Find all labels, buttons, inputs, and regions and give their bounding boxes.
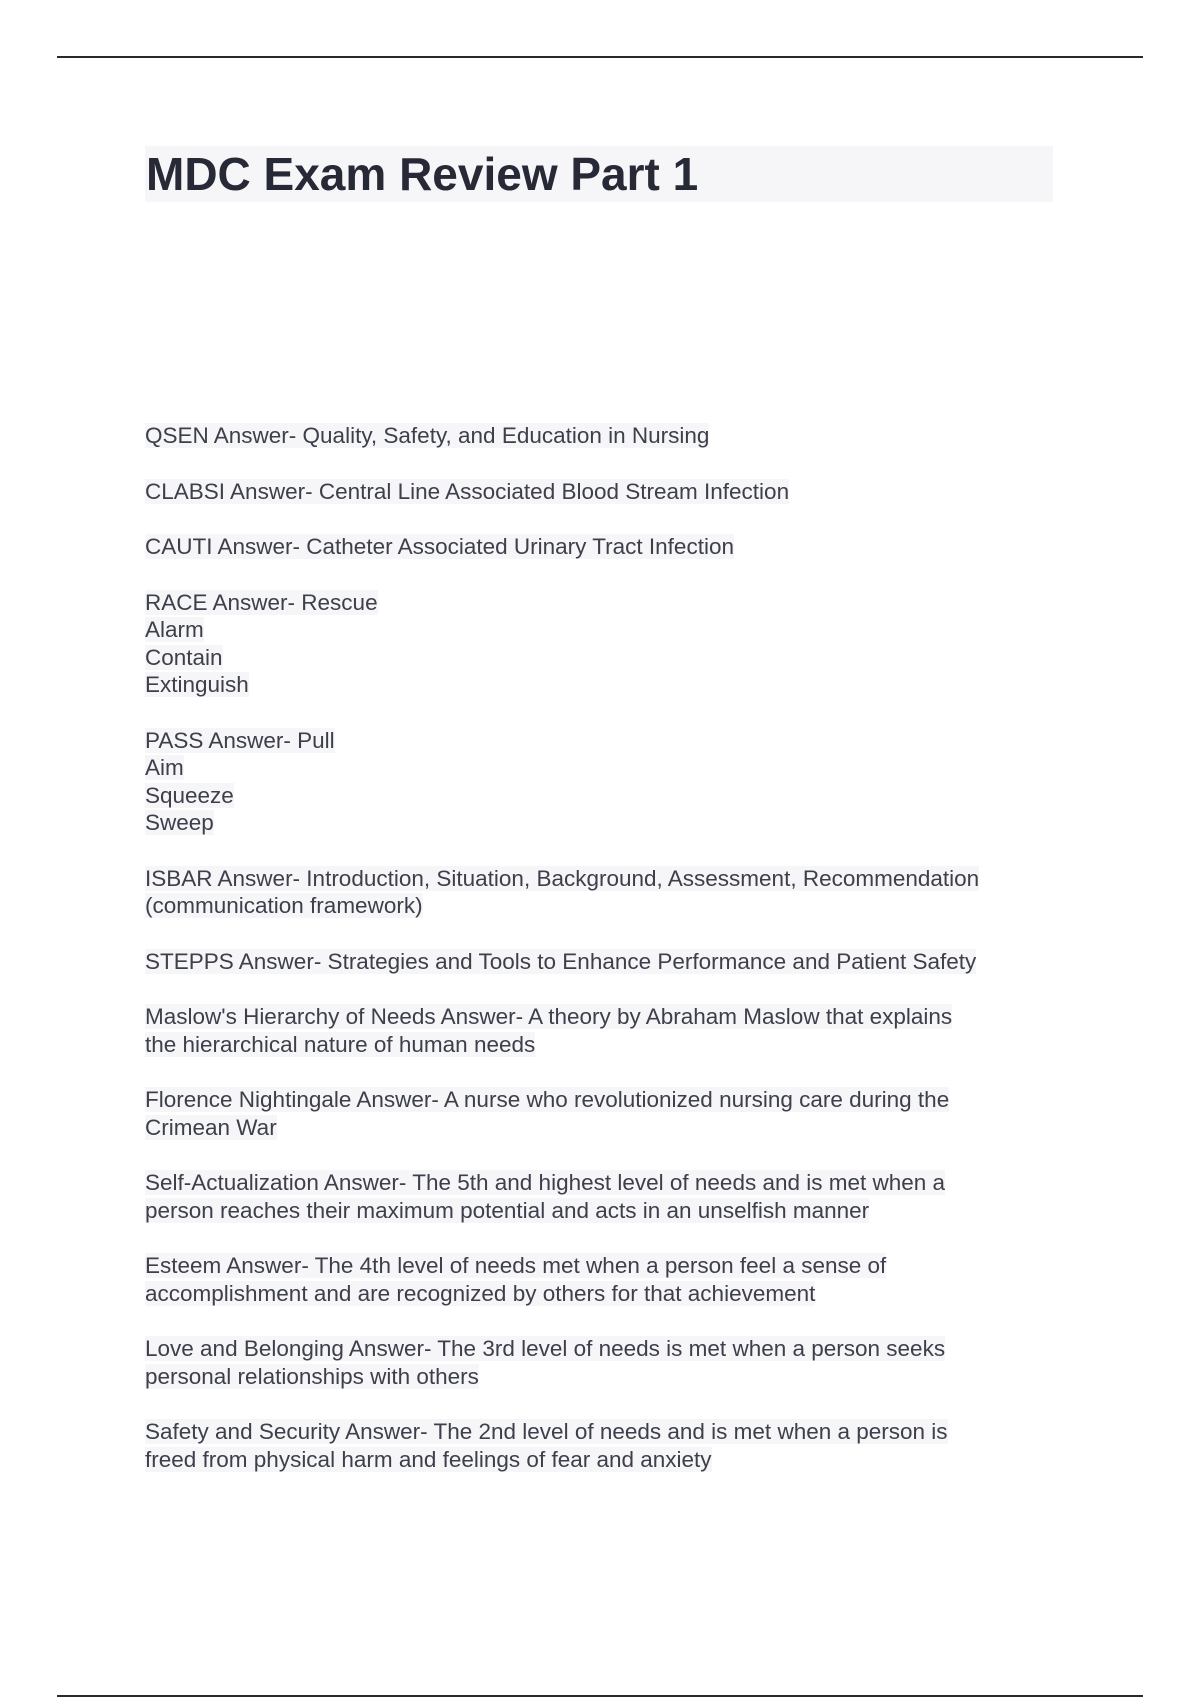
top-rule <box>57 56 1143 58</box>
entry-line <box>145 671 1080 699</box>
entry-text: (communication framework) <box>145 893 423 918</box>
entry-text: freed from physical harm and feelings of fear and anxiety <box>145 1446 712 1472</box>
entry-text: person reaches their maximum potential and acts in an unselfish manner <box>145 1197 870 1223</box>
entry-line <box>145 589 1080 617</box>
entry-line <box>145 948 1080 976</box>
entry-text: Sweep <box>145 810 214 835</box>
term-entry <box>145 1003 1080 1058</box>
entry-line <box>145 809 1080 837</box>
entry-line <box>145 533 1080 561</box>
entry-text: STEPPS Answer- Strategies and Tools to Enhance Performance and Patient Safety <box>145 948 977 974</box>
entry-line <box>145 1418 1080 1446</box>
term-entry <box>145 1086 1080 1141</box>
entry-line <box>145 727 1080 755</box>
term-entry <box>145 533 1080 561</box>
page-title: MDC Exam Review Part 1 <box>146 148 699 200</box>
entry-text: Squeeze <box>145 782 234 808</box>
entry-line <box>145 1003 1080 1031</box>
entry-line <box>145 616 1080 644</box>
term-entry <box>145 727 1080 837</box>
entry-line <box>145 892 1080 920</box>
entry-text: Contain <box>145 644 223 670</box>
entry-line <box>145 1169 1080 1197</box>
entry-line <box>145 1114 1080 1142</box>
entry-text: Crimean War <box>145 1114 277 1140</box>
entry-line <box>145 754 1080 782</box>
term-entry <box>145 1418 1080 1473</box>
term-entry <box>145 1252 1080 1307</box>
entry-line <box>145 1252 1080 1280</box>
entry-text: Esteem Answer- The 4th level of needs met when a person feel a sense of <box>145 1253 887 1278</box>
term-entry <box>145 865 1080 920</box>
entry-text: personal relationships with others <box>145 1363 479 1389</box>
term-entry <box>145 422 1080 450</box>
entry-text: the hierarchical nature of human needs <box>145 1031 536 1057</box>
entry-text: QSEN Answer- Quality, Safety, and Education in Nursing <box>145 423 710 448</box>
bottom-rule <box>57 1695 1143 1697</box>
entry-text: ISBAR Answer- Introduction, Situation, Background, Assessment, Recommendation <box>145 865 980 891</box>
term-entry <box>145 948 1080 976</box>
entry-text: Alarm <box>145 617 204 642</box>
entry-text: Self-Actualization Answer- The 5th and highest level of needs and is met when a <box>145 1170 946 1195</box>
entry-text: Extinguish <box>145 672 249 697</box>
entry-text: Florence Nightingale Answer- A nurse who revolutionized nursing care during the <box>145 1087 950 1112</box>
term-entry <box>145 478 1080 506</box>
entry-text: CLABSI Answer- Central Line Associated Blood Stream Infection <box>145 478 790 504</box>
term-list <box>145 422 1080 1501</box>
entry-text: Love and Belonging Answer- The 3rd level of needs is met when a person seeks <box>145 1336 946 1361</box>
entry-line <box>145 1280 1080 1308</box>
entry-line <box>145 1086 1080 1114</box>
entry-line <box>145 1363 1080 1391</box>
term-entry <box>145 1169 1080 1224</box>
entry-line <box>145 1031 1080 1059</box>
entry-line <box>145 1197 1080 1225</box>
entry-line <box>145 1446 1080 1474</box>
term-entry <box>145 589 1080 699</box>
entry-text: PASS Answer- Pull <box>145 727 335 753</box>
entry-text: CAUTI Answer- Catheter Associated Urinary Tract Infection <box>145 534 734 559</box>
entry-text: accomplishment and are recognized by others for that achievement <box>145 1280 816 1306</box>
entry-line <box>145 478 1080 506</box>
entry-line <box>145 422 1080 450</box>
entry-text: Safety and Security Answer- The 2nd level of needs and is met when a person is <box>145 1419 948 1444</box>
entry-line <box>145 644 1080 672</box>
term-entry <box>145 1335 1080 1390</box>
entry-line <box>145 1335 1080 1363</box>
entry-line <box>145 865 1080 893</box>
entry-text: RACE Answer- Rescue <box>145 589 378 615</box>
entry-line <box>145 782 1080 810</box>
entry-text: Maslow's Hierarchy of Needs Answer- A theory by Abraham Maslow that explains <box>145 1004 953 1029</box>
entry-text: Aim <box>145 755 184 780</box>
